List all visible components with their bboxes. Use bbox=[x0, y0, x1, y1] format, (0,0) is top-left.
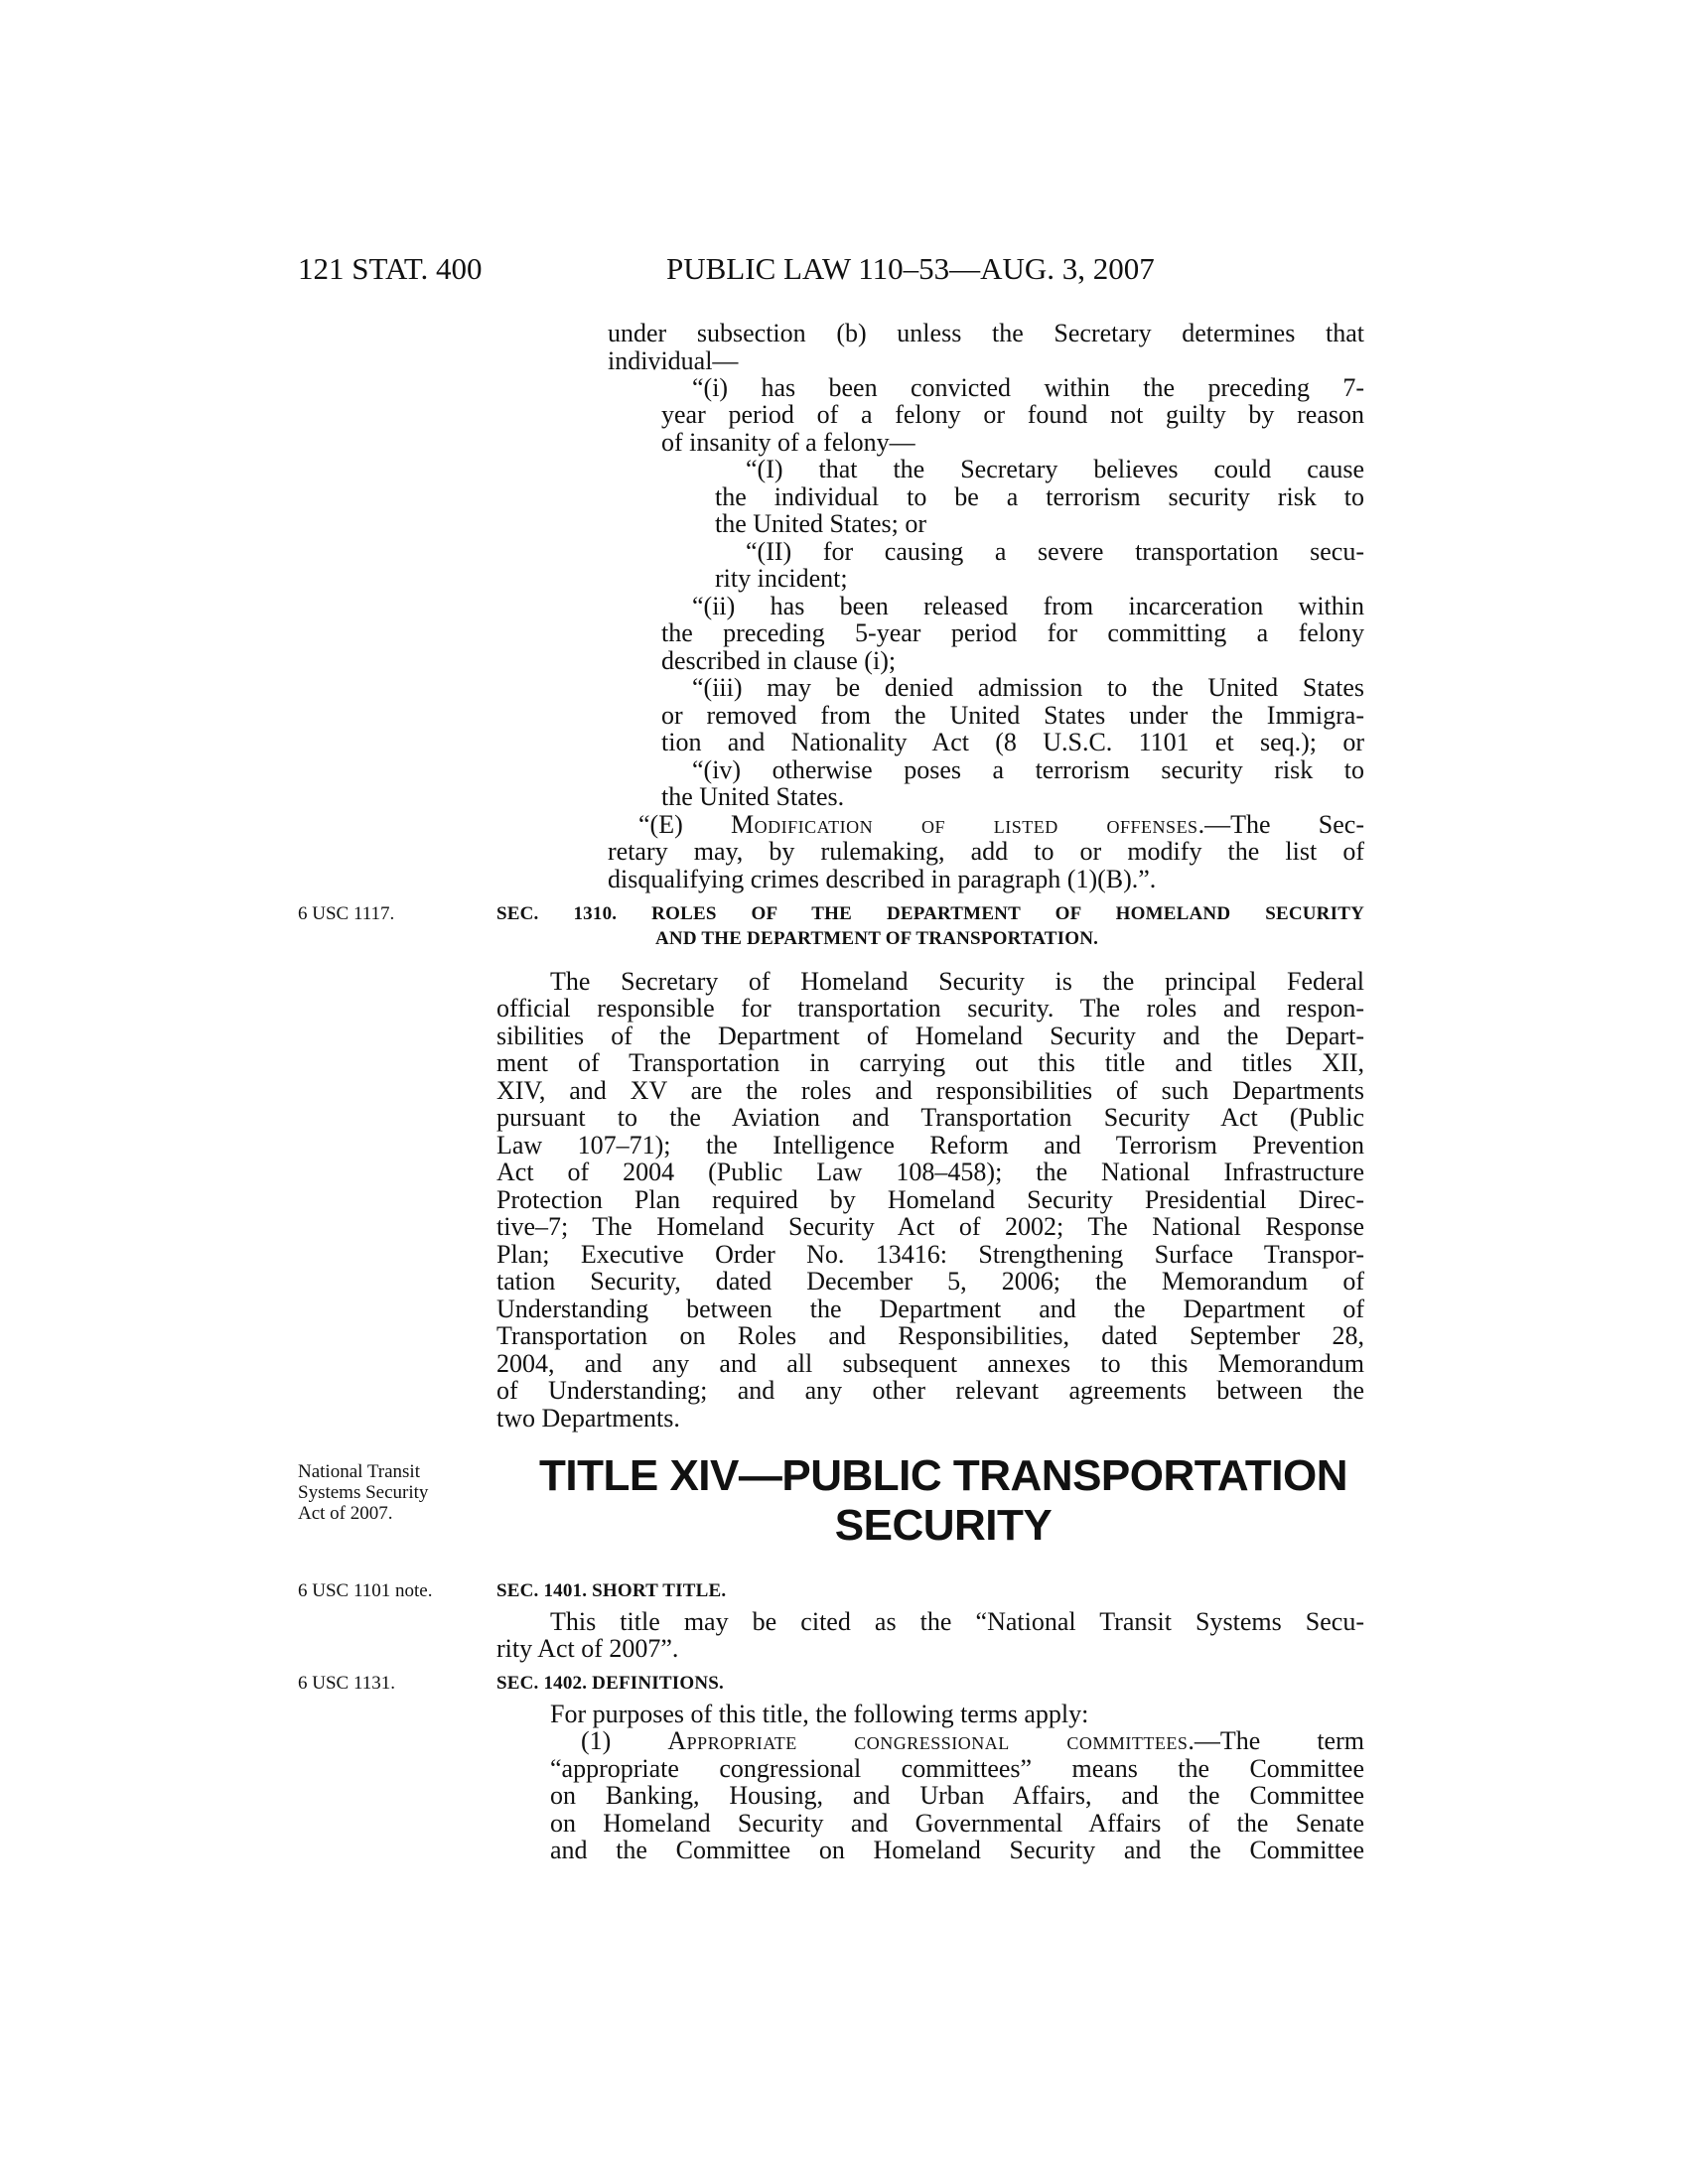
section-heading: SEC. 1402. DEFINITIONS. bbox=[496, 1673, 724, 1694]
margin-note-line: Act of 2007. bbox=[298, 1503, 393, 1524]
title-heading: TITLE XIV—PUBLIC TRANSPORTATION bbox=[539, 1451, 1347, 1500]
text-line: rity incident; bbox=[715, 564, 848, 593]
text-run: (1) bbox=[581, 1726, 668, 1755]
text-line: “(iii) may be denied admission to the United States bbox=[692, 673, 1364, 702]
running-head-public-law: PUBLIC LAW 110–53—AUG. 3, 2007 bbox=[666, 251, 1155, 286]
section-heading: SEC. 1310. ROLES OF THE DEPARTMENT OF HOMELAND SECURITY bbox=[496, 903, 1364, 924]
text-line: “(ii) has been released from incarceration within bbox=[692, 592, 1364, 620]
text-line: “appropriate congressional committees” means the Committee bbox=[550, 1754, 1364, 1783]
small-caps-heading: Modification of listed offenses bbox=[731, 810, 1198, 839]
text-line: ment of Transportation in carrying out this title and titles XII, bbox=[496, 1048, 1364, 1077]
small-caps-heading: Appropriate congressional committees bbox=[667, 1726, 1189, 1755]
text-line: described in clause (i); bbox=[661, 646, 897, 675]
text-line: This title may be cited as the “National Transit Systems Secu- bbox=[550, 1607, 1364, 1636]
text-line: of insanity of a felony— bbox=[661, 428, 915, 457]
text-line bbox=[581, 1727, 1364, 1755]
title-heading-continued: SECURITY bbox=[834, 1501, 1053, 1550]
text-line: “(I) that the Secretary believes could cause bbox=[746, 455, 1364, 483]
text-line: tation Security, dated December 5, 2006; the Memorandum of bbox=[496, 1267, 1364, 1296]
page-stat-number: 121 STAT. 400 bbox=[298, 251, 483, 286]
text-line: pursuant to the Aviation and Transportation Security Act (Public bbox=[496, 1103, 1364, 1132]
text-line: or removed from the United States under the Immigra- bbox=[661, 701, 1364, 730]
text-run: .—The Sec- bbox=[1197, 810, 1364, 839]
text-line: the United States; or bbox=[715, 509, 927, 538]
text-line: on Banking, Housing, and Urban Affairs, and the Committee bbox=[550, 1781, 1364, 1810]
text-line: For purposes of this title, the following terms apply: bbox=[550, 1700, 1089, 1728]
text-line: on Homeland Security and Governmental Affairs of the Senate bbox=[550, 1809, 1364, 1838]
text-line: Transportation on Roles and Responsibilities, dated September 28, bbox=[496, 1321, 1364, 1350]
text-line bbox=[638, 811, 1364, 839]
text-line: official responsible for transportation security. The roles and respon- bbox=[496, 994, 1364, 1023]
text-line: individual— bbox=[608, 346, 739, 375]
text-line: retary may, by rulemaking, add to or modify the list of bbox=[608, 837, 1364, 866]
text-line: 2004, and any and all subsequent annexes to this Memorandum bbox=[496, 1349, 1364, 1378]
margin-citation: 6 USC 1117. bbox=[298, 903, 395, 924]
margin-note-line: National Transit bbox=[298, 1461, 420, 1482]
text-line: tive–7; The Homeland Security Act of 2002; The National Response bbox=[496, 1212, 1364, 1241]
text-line: Protection Plan required by Homeland Security Presidential Direc- bbox=[496, 1185, 1364, 1214]
text-line: the United States. bbox=[661, 782, 845, 811]
text-line: “(II) for causing a severe transportation secu- bbox=[746, 537, 1364, 566]
text-line: the individual to be a terrorism security risk to bbox=[715, 482, 1364, 511]
text-line: the preceding 5-year period for committing a felony bbox=[661, 618, 1364, 647]
section-heading: SEC. 1401. SHORT TITLE. bbox=[496, 1580, 727, 1601]
text-line: Plan; Executive Order No. 13416: Strengthening Surface Transpor- bbox=[496, 1240, 1364, 1269]
text-run: .—The term bbox=[1188, 1726, 1364, 1755]
text-run: “(E) bbox=[638, 810, 732, 839]
text-line: under subsection (b) unless the Secretary determines that bbox=[608, 319, 1364, 347]
text-line: Understanding between the Department and the Department of bbox=[496, 1295, 1364, 1323]
text-line: two Departments. bbox=[496, 1404, 680, 1433]
section-heading-continued: AND THE DEPARTMENT OF TRANSPORTATION. bbox=[655, 928, 1099, 949]
margin-citation: 6 USC 1131. bbox=[298, 1673, 396, 1694]
text-line: rity Act of 2007”. bbox=[496, 1634, 679, 1663]
text-line: “(i) has been convicted within the preceding 7- bbox=[692, 373, 1364, 402]
text-line: disqualifying crimes described in paragraph (1)(B).”. bbox=[608, 865, 1157, 893]
margin-note-line: Systems Security bbox=[298, 1482, 429, 1503]
text-line: Law 107–71); the Intelligence Reform and Terrorism Prevention bbox=[496, 1131, 1364, 1160]
margin-note-short-title bbox=[298, 1461, 428, 1524]
text-line: sibilities of the Department of Homeland Security and the Depart- bbox=[496, 1022, 1364, 1050]
text-line: XIV, and XV are the roles and responsibilities of such Departments bbox=[496, 1076, 1364, 1105]
text-line: Act of 2004 (Public Law 108–458); the National Infrastructure bbox=[496, 1158, 1364, 1186]
text-line: “(iv) otherwise poses a terrorism security risk to bbox=[692, 755, 1364, 784]
text-line: The Secretary of Homeland Security is the principal Federal bbox=[550, 967, 1364, 996]
text-line: year period of a felony or found not guilty by reason bbox=[661, 400, 1364, 429]
margin-citation: 6 USC 1101 note. bbox=[298, 1580, 433, 1601]
text-line: tion and Nationality Act (8 U.S.C. 1101 et seq.); or bbox=[661, 728, 1364, 756]
text-line: of Understanding; and any other relevant agreements between the bbox=[496, 1376, 1364, 1405]
text-line: and the Committee on Homeland Security and the Committee bbox=[550, 1836, 1364, 1864]
